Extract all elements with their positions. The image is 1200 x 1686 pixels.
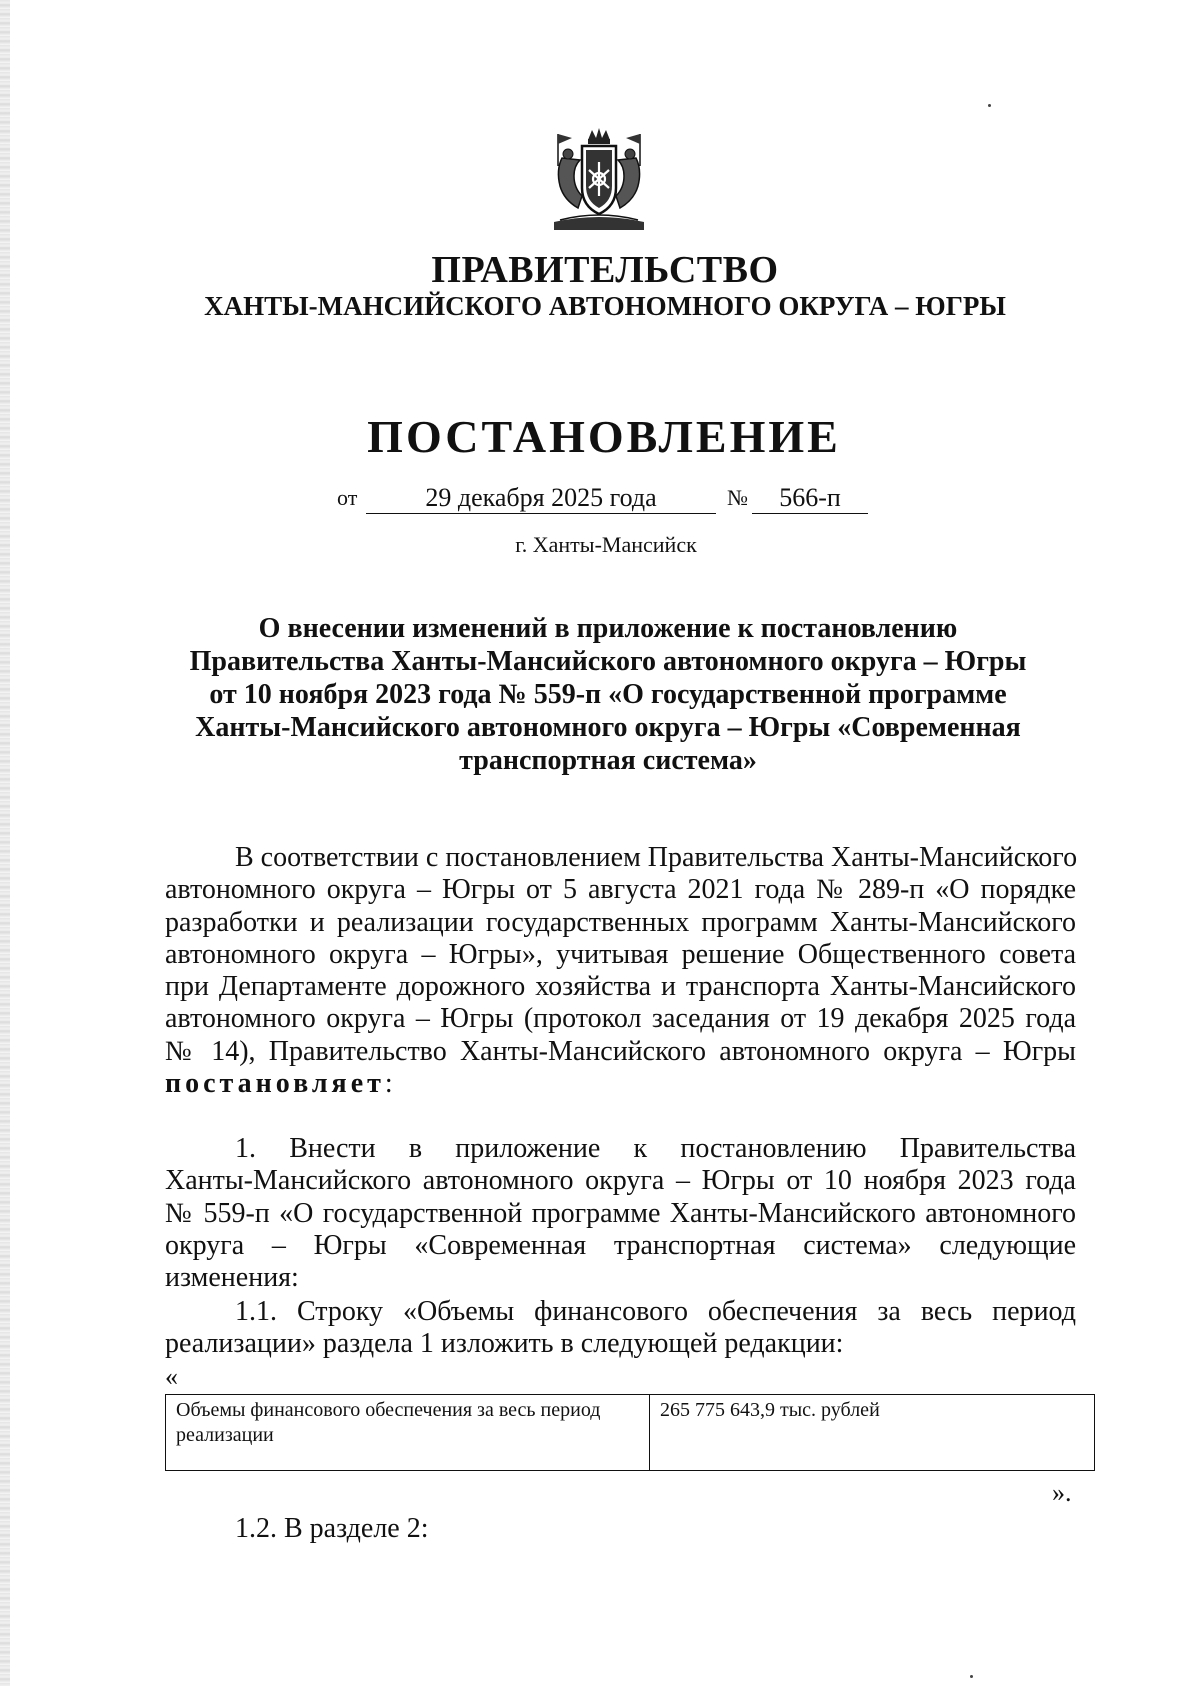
scan-speck xyxy=(970,1675,973,1678)
resolves-word: постановляет xyxy=(165,1068,385,1100)
item-1-line: № 559-п «О государственной программе Ханты-Мансийского автономного xyxy=(165,1197,1076,1229)
item-1-paragraph xyxy=(165,1133,1076,1294)
item-1-line: Ханты-Мансийского автономного округа – Югры от 10 ноября 2023 года xyxy=(165,1165,1076,1197)
preamble-line: разработки и реализации государственных программ Ханты-Мансийского xyxy=(165,906,1076,938)
preamble-line: автономного округа – Югры», учитывая решение Общественного совета xyxy=(165,938,1076,970)
scan-speck xyxy=(988,104,991,107)
preamble-line: автономного округа – Югры (протокол заседания от 19 декабря 2025 года xyxy=(165,1003,1076,1035)
preamble-line: автономного округа – Югры от 5 августа 2021 года № 289-п «О порядке xyxy=(165,874,1076,906)
org-title: ПРАВИТЕЛЬСТВО xyxy=(431,249,779,291)
document-type-heading: ПОСТАНОВЛЕНИЕ xyxy=(367,411,841,462)
subject-line: Ханты-Мансийского автономного округа – Югры «Современная xyxy=(195,712,1021,743)
date-number-line xyxy=(0,483,1200,519)
item-1-line: округа – Югры «Современная транспортная система» следующие xyxy=(165,1229,1076,1261)
resolves-line xyxy=(165,1068,1076,1100)
subject-line: О внесении изменений в приложение к постановлению xyxy=(258,613,958,644)
item-1-1-line: 1.1. Строку «Объемы финансового обеспечения за весь период xyxy=(235,1296,1076,1327)
financing-value-cell: 265 775 643,9 тыс. рублей xyxy=(650,1395,1095,1471)
date-prefix: от xyxy=(337,485,358,510)
city-line: г. Ханты-Мансийск xyxy=(515,532,697,557)
subject-line: Правительства Ханты-Мансийского автономного округа – Югры xyxy=(189,646,1027,677)
subject-line: от 10 ноября 2023 года № 559-п «О государственной программе xyxy=(209,679,1007,710)
resolves-colon: : xyxy=(384,1068,393,1100)
financing-table xyxy=(165,1394,1095,1471)
item-1-1-line: реализации» раздела 1 изложить в следующей редакции: xyxy=(165,1328,844,1360)
org-subtitle: ХАНТЫ-МАНСИЙСКОГО АВТОНОМНОГО ОКРУГА – ЮГРЫ xyxy=(204,291,1006,321)
item-1-line: 1. Внести в приложение к постановлению Правительства xyxy=(235,1133,1076,1164)
preamble-line: № 14), Правительство Ханты-Мансийского автономного округа – Югры xyxy=(165,1035,1076,1067)
item-1-1-paragraph xyxy=(165,1296,1076,1361)
preamble-paragraph xyxy=(165,842,1076,1100)
document-date: 29 декабря 2025 года xyxy=(366,483,716,514)
document-subject xyxy=(160,612,1056,777)
document-number: 566-п xyxy=(752,483,868,514)
coat-of-arms-khmao-icon xyxy=(548,126,650,234)
number-prefix: № xyxy=(727,485,748,510)
quote-close: ». xyxy=(1052,1478,1072,1507)
table-row xyxy=(166,1395,1095,1471)
subject-line: транспортная система» xyxy=(459,745,757,776)
quote-open: « xyxy=(165,1362,178,1391)
item-1-line: изменения: xyxy=(165,1262,299,1294)
item-1-2-heading: 1.2. В разделе 2: xyxy=(235,1513,429,1544)
financing-label-cell: Объемы финансового обеспечения за весь период реализации xyxy=(166,1395,650,1471)
preamble-line: при Департаменте дорожного хозяйства и транспорта Ханты-Мансийского xyxy=(165,971,1076,1003)
preamble-line: В соответствии с постановлением Правительства Ханты-Мансийского xyxy=(235,842,1078,873)
